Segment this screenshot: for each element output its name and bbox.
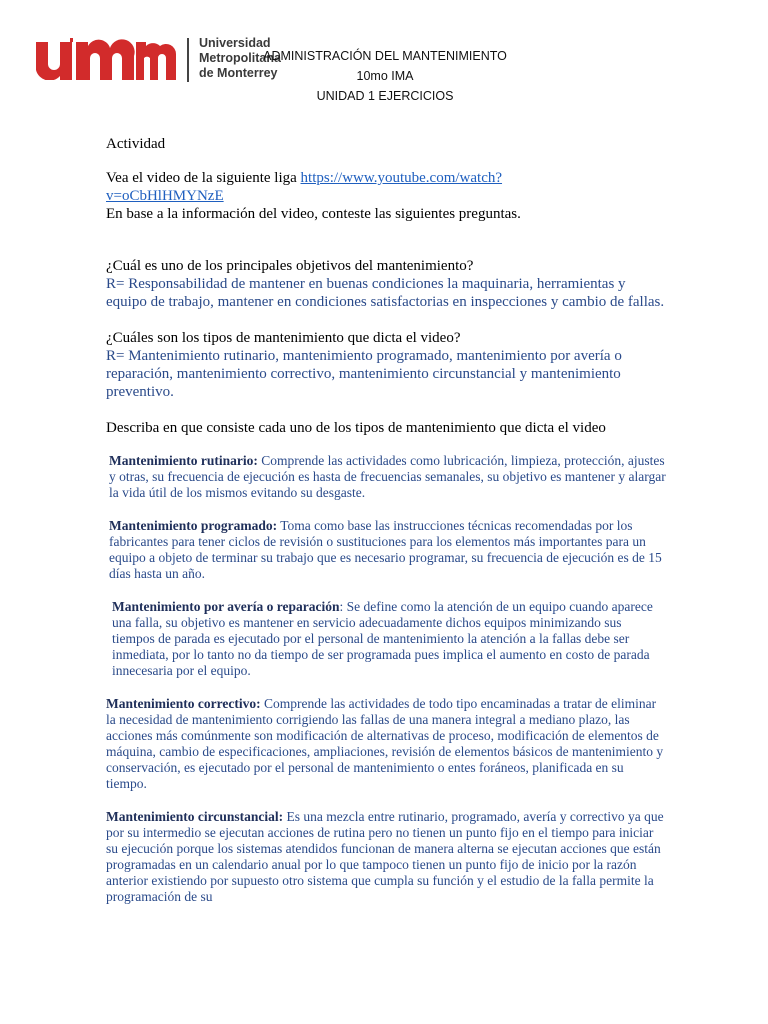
- type-averia: [106, 599, 666, 679]
- type-circunstancial: [106, 809, 666, 905]
- type-term: Mantenimiento correctivo:: [106, 696, 261, 711]
- document-header: [240, 46, 530, 106]
- group-label: 10mo IMA: [356, 69, 414, 83]
- type-desc: Comprende las actividades de todo tipo encaminadas a tratar de eliminar la necesidad de mantenimiento corrigiendo las fallas de una manera integral a mediano plazo, las acciones más comúnmente son modificación de alternativas de proceso, modificación de elementos de máquina, cambio de especificaciones, ampliaciones, revisión de elementos básicos de mantenimiento y conservación, es ejecutado por el personal de mantenimiento o entes foráneos, planificada en su tiempo.: [106, 696, 664, 791]
- type-term: Mantenimiento circunstancial:: [106, 809, 284, 824]
- type-rutinario: [106, 453, 666, 501]
- type-desc: Es una mezcla entre rutinario, programado, avería y correctivo ya que por su intermedio se ejecutan acciones de rutina pero no tienen un punto fijo en el tiempo para iniciar su ejecución porque los sistemas atendidos funcionan de manera alterna se ejecutan acciones que están programadas en un calendario anual por lo que tampoco tienen un punto fijo de inicio por la razón anterior existiendo por supuesto otro sistema que cumpla su función y el estudio de la falla permite la programación de su: [106, 809, 664, 904]
- video-link-line-1: https://www.youtube.com/watch?: [300, 170, 503, 186]
- course-title: ADMINISTRACIÓN DEL MANTENIMIENTO: [263, 49, 507, 63]
- instruction-text: En base a la información del video, conteste las siguientes preguntas.: [106, 206, 521, 222]
- type-term: Mantenimiento programado:: [109, 518, 278, 533]
- question-1: ¿Cuál es uno de los principales objetivos del mantenimiento?: [106, 258, 474, 274]
- question-3: Describa en que consiste cada uno de los tipos de mantenimiento que dicta el video: [106, 420, 606, 436]
- institution-line-3: de Monterrey: [199, 66, 278, 80]
- logo-divider: [187, 38, 189, 82]
- unit-label: UNIDAD 1 EJERCICIOS: [316, 89, 454, 103]
- intro-paragraph: [106, 169, 666, 205]
- umm-logo-icon: [36, 38, 176, 80]
- answer-2: R= Mantenimiento rutinario, mantenimiento programado, mantenimiento por avería o reparación, mantenimiento correctivo, mantenimiento circunstancial y mantenimiento preventivo.: [106, 348, 622, 400]
- video-link-line-2: v=oCbHlHMYNzE: [106, 188, 224, 204]
- institution-line-2: Metropolitana: [199, 51, 281, 65]
- document-body: [106, 135, 666, 905]
- type-desc: Comprende las actividades como lubricación, limpieza, protección, ajustes y otras, su frecuencia de ejecución es hasta de frecuencias semanales, su objetivo es mantener y alargar la vida útil de los mismos evitando su desgaste.: [109, 453, 666, 500]
- type-desc: Toma como base las instrucciones técnicas recomendadas por los fabricantes para tener ciclos de revisión o sustituciones para los elementos más importantes para un equipo a objeto de terminar su trabajo que es necesario programar, su frecuencia de ejecución es de 15 días hasta un año.: [109, 518, 662, 581]
- institution-line-1: Universidad: [199, 36, 271, 50]
- activity-title: Actividad: [106, 136, 166, 152]
- answer-1: R= Responsabilidad de mantener en buenas condiciones la maquinaria, herramientas y equipo de trabajo, mantener en condiciones satisfactorias en inspecciones y cambio de fallas.: [106, 276, 665, 310]
- type-desc: : Se define como la atención de un equipo cuando aparece una falla, su objetivo es mantener en servicio adecuadamente dichos equipos minimizando sus tiempos de parada es ejecutado por el personal de mantenimiento la atención a la fallas debe ser inmediata, por lo tanto no da tiempo de ser programada pues implica el aumento en costo de parada innecesaria por el equipo.: [112, 599, 653, 678]
- type-programado: [106, 518, 666, 582]
- intro-text: Vea el video de la siguiente liga: [106, 170, 301, 186]
- type-term: Mantenimiento rutinario:: [109, 453, 258, 468]
- question-2: ¿Cuáles son los tipos de mantenimiento que dicta el video?: [106, 330, 461, 346]
- university-logo: [36, 36, 281, 84]
- type-correctivo: [106, 696, 666, 792]
- type-term: Mantenimiento por avería o reparación: [112, 599, 340, 614]
